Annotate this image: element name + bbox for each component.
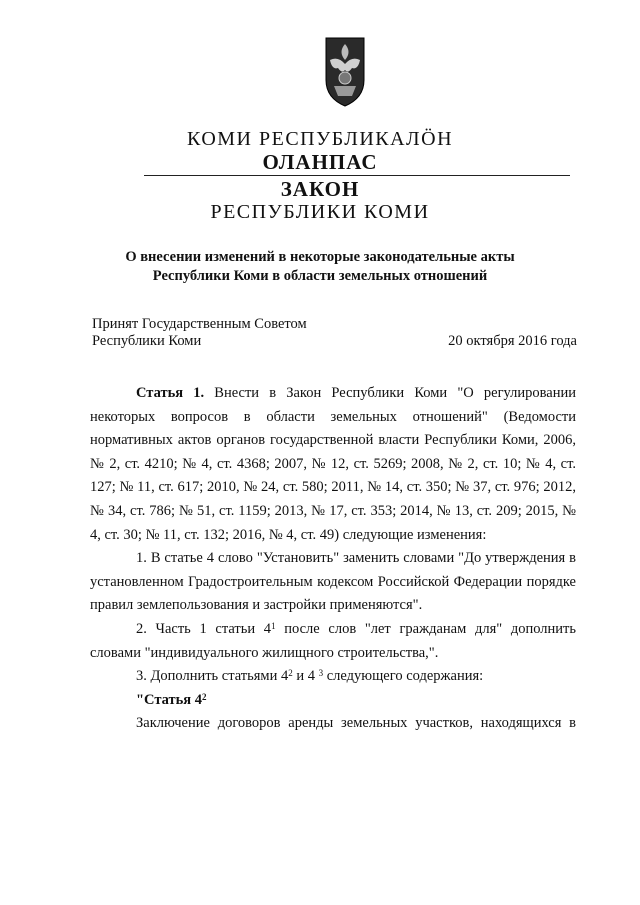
republic-title: РЕСПУБЛИКИ КОМИ xyxy=(210,201,430,223)
item-3-text-b: и 4 xyxy=(292,668,319,685)
adoption-line-1: Принят Государственным Советом xyxy=(92,316,307,332)
item-2-paragraph xyxy=(90,618,576,665)
header-divider xyxy=(144,175,570,176)
item-3-superscript-2: 3 xyxy=(318,668,324,679)
law-body xyxy=(90,382,576,736)
item-2-superscript: 1 xyxy=(271,620,276,631)
adoption-date: 20 октября 2016 года xyxy=(448,333,577,349)
adoption-statement xyxy=(92,316,307,350)
komi-coat-of-arms-emblem xyxy=(322,34,368,108)
item-3-text-a: 3. Дополнить статьями 4 xyxy=(136,668,289,685)
article-4-2-label: "Статья 4 xyxy=(136,691,203,708)
article-1-paragraph xyxy=(90,382,576,547)
item-3-paragraph xyxy=(90,665,576,689)
item-2-text-b: после слов "лет гражданам для" дополнить словами "индивидуального жилищного строительства,". xyxy=(90,620,576,661)
article-1-label: Статья 1. xyxy=(136,385,205,401)
adoption-line-2: Республики Коми xyxy=(92,333,202,349)
article-1-text: Внести в Закон Республики Коми "О регулировании некоторых вопросов в области земельных отношений" (Ведомости нормативных актов органов государственной власти Республики Коми, 2006, № 2, ст. 4210; № 4, ст. 4368; 2007, № 12, ст. 5269; 2008, № 2, ст. 10; № 4, ст. 127; № 11, ст. 617; 2010, № 24, ст. 580; 2011, № 14, ст. 350; № 37, ст. 976; 2012, № 34, ст. 786; № 51, ст. 1159; 2013, № 17, ст. 353; 2014, № 13, ст. 209; 2015, № 4, ст. 30; № 11, ст. 132; 2016, № 4, ст. 49) следующие изменения: xyxy=(90,385,577,543)
article-4-2-superscript: 2 xyxy=(202,691,207,702)
item-1-paragraph: 1. В статье 4 слово "Установить" заменить словами "До утверждения в установленном Градостроительным кодексом Российской Федерации порядке правил землепользования и застройки применяются". xyxy=(90,550,576,614)
item-3-superscript-1: 2 xyxy=(288,668,293,679)
item-3-text-c: следующего содержания: xyxy=(323,668,484,685)
olanpas-title: ОЛАНПАС xyxy=(262,150,378,174)
article-4-2-heading xyxy=(90,689,576,713)
law-subject xyxy=(0,248,640,286)
subject-line-2: Республики Коми в области земельных отношений xyxy=(152,268,488,284)
item-2-text-a: 2. Часть 1 статьи 4 xyxy=(136,620,272,637)
komi-language-title: КОМИ РЕСПУБЛИКАЛӦН xyxy=(186,128,454,150)
article-4-2-first-line: Заключение договоров аренды земельных участков, находящихся в xyxy=(136,715,576,732)
zakon-title: ЗАКОН xyxy=(280,177,360,201)
subject-line-1: О внесении изменений в некоторые законодательные акты xyxy=(125,249,515,265)
